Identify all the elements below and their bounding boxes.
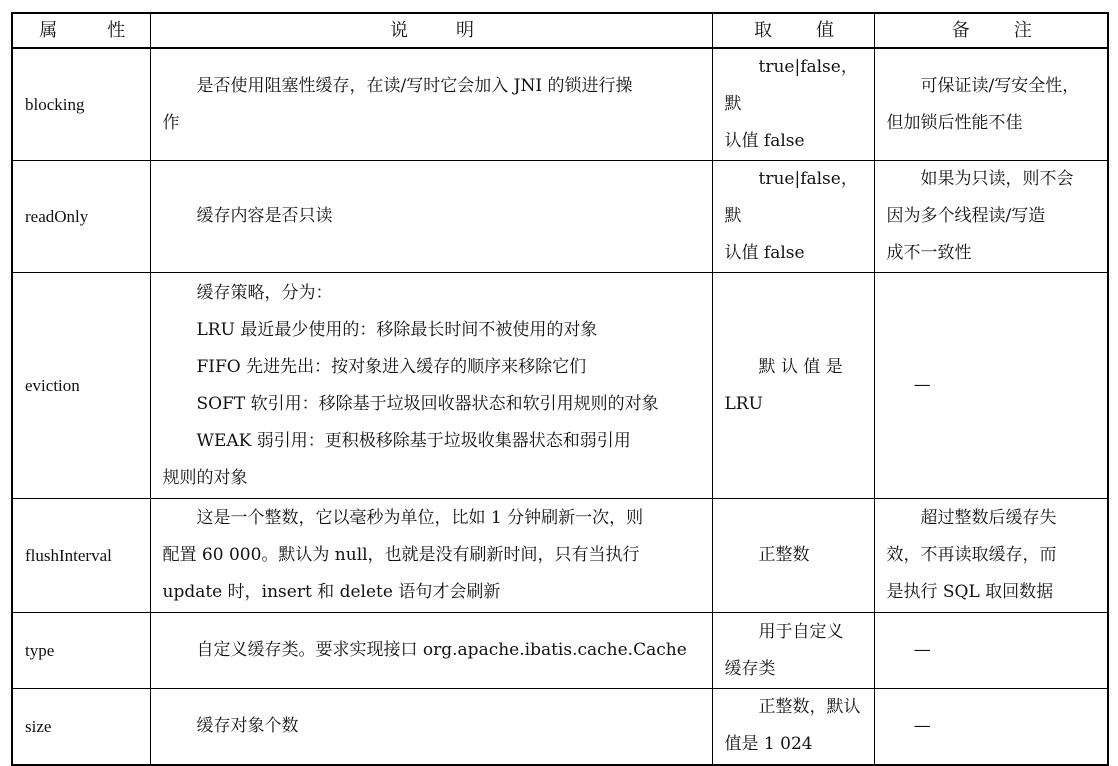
value-cell xyxy=(712,499,874,613)
description-line: LRU 最近最少使用的：移除最长时间不被使用的对象 xyxy=(196,319,598,340)
header-note xyxy=(874,13,1108,48)
description-line: SOFT 软引用：移除基于垃圾回收器状态和软引用规则的对象 xyxy=(196,393,659,414)
attribute-name: type xyxy=(12,613,150,689)
header-description xyxy=(150,13,712,48)
description-line: 缓存对象个数 xyxy=(196,715,299,736)
header-row xyxy=(12,13,1108,48)
note-line: 但加锁后性能不佳 xyxy=(886,112,1023,133)
note-cell xyxy=(874,273,1108,499)
attribute-name: readOnly xyxy=(12,161,150,273)
description-line: 缓存内容是否只读 xyxy=(196,206,333,226)
value-line: 认值 false xyxy=(724,243,805,263)
table-row xyxy=(12,689,1108,765)
note-cell xyxy=(874,499,1108,613)
value-cell xyxy=(712,613,874,689)
value-line: 正整数，默认 xyxy=(758,697,861,718)
value-line: LRU xyxy=(724,393,763,414)
table-row xyxy=(12,499,1108,613)
value-line: 正整数 xyxy=(758,545,810,565)
header-description-char-1: 说 xyxy=(390,20,408,41)
header-attribute xyxy=(12,13,150,48)
attribute-name: eviction xyxy=(12,273,150,499)
note-line: 超过整数后缓存失 xyxy=(920,508,1057,528)
value-line: 默 认 值 是 xyxy=(758,356,843,377)
attribute-name: flushInterval xyxy=(12,499,150,613)
note-cell xyxy=(874,613,1108,689)
description-line: WEAK 弱引用：更积极移除基于垃圾收集器状态和弱引用 xyxy=(196,430,631,451)
header-description-char-2: 明 xyxy=(456,20,474,41)
value-line: 缓存类 xyxy=(724,658,776,679)
value-line: true|false，默 xyxy=(724,57,858,114)
table-body xyxy=(12,48,1108,765)
value-cell xyxy=(712,689,874,765)
attribute-name: blocking xyxy=(12,48,150,161)
header-note-char-1: 备 xyxy=(951,20,970,41)
description-line: 这是一个整数，它以毫秒为单位，比如 1 分钟刷新一次，则 xyxy=(196,508,644,528)
table-row xyxy=(12,273,1108,499)
description-line: 作 xyxy=(162,112,180,133)
value-line: 值是 1 024 xyxy=(724,734,813,755)
header-value-char-1: 取 xyxy=(754,20,772,41)
value-cell xyxy=(712,48,874,161)
description-line: update 时，insert 和 delete 语句才会刷新 xyxy=(162,582,501,602)
note-line: — xyxy=(913,715,931,736)
attribute-name: size xyxy=(12,689,150,765)
value-line: 用于自定义 xyxy=(758,621,844,642)
note-cell xyxy=(874,161,1108,273)
value-cell xyxy=(712,273,874,499)
table-header xyxy=(12,13,1108,48)
header-value-char-2: 值 xyxy=(816,20,834,41)
note-line: 可保证读/写安全性， xyxy=(920,75,1080,96)
note-line: — xyxy=(913,375,931,395)
value-cell xyxy=(712,161,874,273)
description-line: 是否使用阻塞性缓存，在读/写时它会加入 JNI 的锁进行操 xyxy=(196,75,633,96)
header-attribute-char-1: 属 xyxy=(39,20,58,41)
note-cell xyxy=(874,689,1108,765)
description-cell xyxy=(150,689,712,765)
description-line: 缓存策略，分为： xyxy=(196,282,333,303)
description-line: 配置 60 000。默认为 null，也就是没有刷新时间，只有当执行 xyxy=(162,545,640,565)
description-cell xyxy=(150,499,712,613)
note-line: 因为多个线程读/写造 xyxy=(886,206,1046,226)
table-row xyxy=(12,48,1108,161)
note-cell xyxy=(874,48,1108,161)
header-note-char-2: 注 xyxy=(1013,20,1032,41)
description-cell xyxy=(150,273,712,499)
value-line: true|false，默 xyxy=(724,169,858,226)
table-row xyxy=(12,161,1108,273)
description-line: 规则的对象 xyxy=(162,467,248,488)
description-cell xyxy=(150,161,712,273)
description-line: FIFO 先进先出：按对象进入缓存的顺序来移除它们 xyxy=(196,356,587,377)
description-line: 自定义缓存类。要求实现接口 org.apache.ibatis.cache.Cache xyxy=(196,640,687,660)
cache-settings-table xyxy=(11,12,1109,766)
value-line: 认值 false xyxy=(724,131,805,151)
header-value xyxy=(712,13,874,48)
note-line: 效，不再读取缓存，而 xyxy=(886,545,1057,565)
note-line: 成不一致性 xyxy=(886,243,972,263)
header-attribute-char-2: 性 xyxy=(107,20,126,41)
note-line: — xyxy=(913,640,931,660)
description-cell xyxy=(150,613,712,689)
note-line: 如果为只读，则不会 xyxy=(920,169,1074,189)
note-line: 是执行 SQL 取回数据 xyxy=(886,582,1054,602)
description-cell xyxy=(150,48,712,161)
table-row xyxy=(12,613,1108,689)
